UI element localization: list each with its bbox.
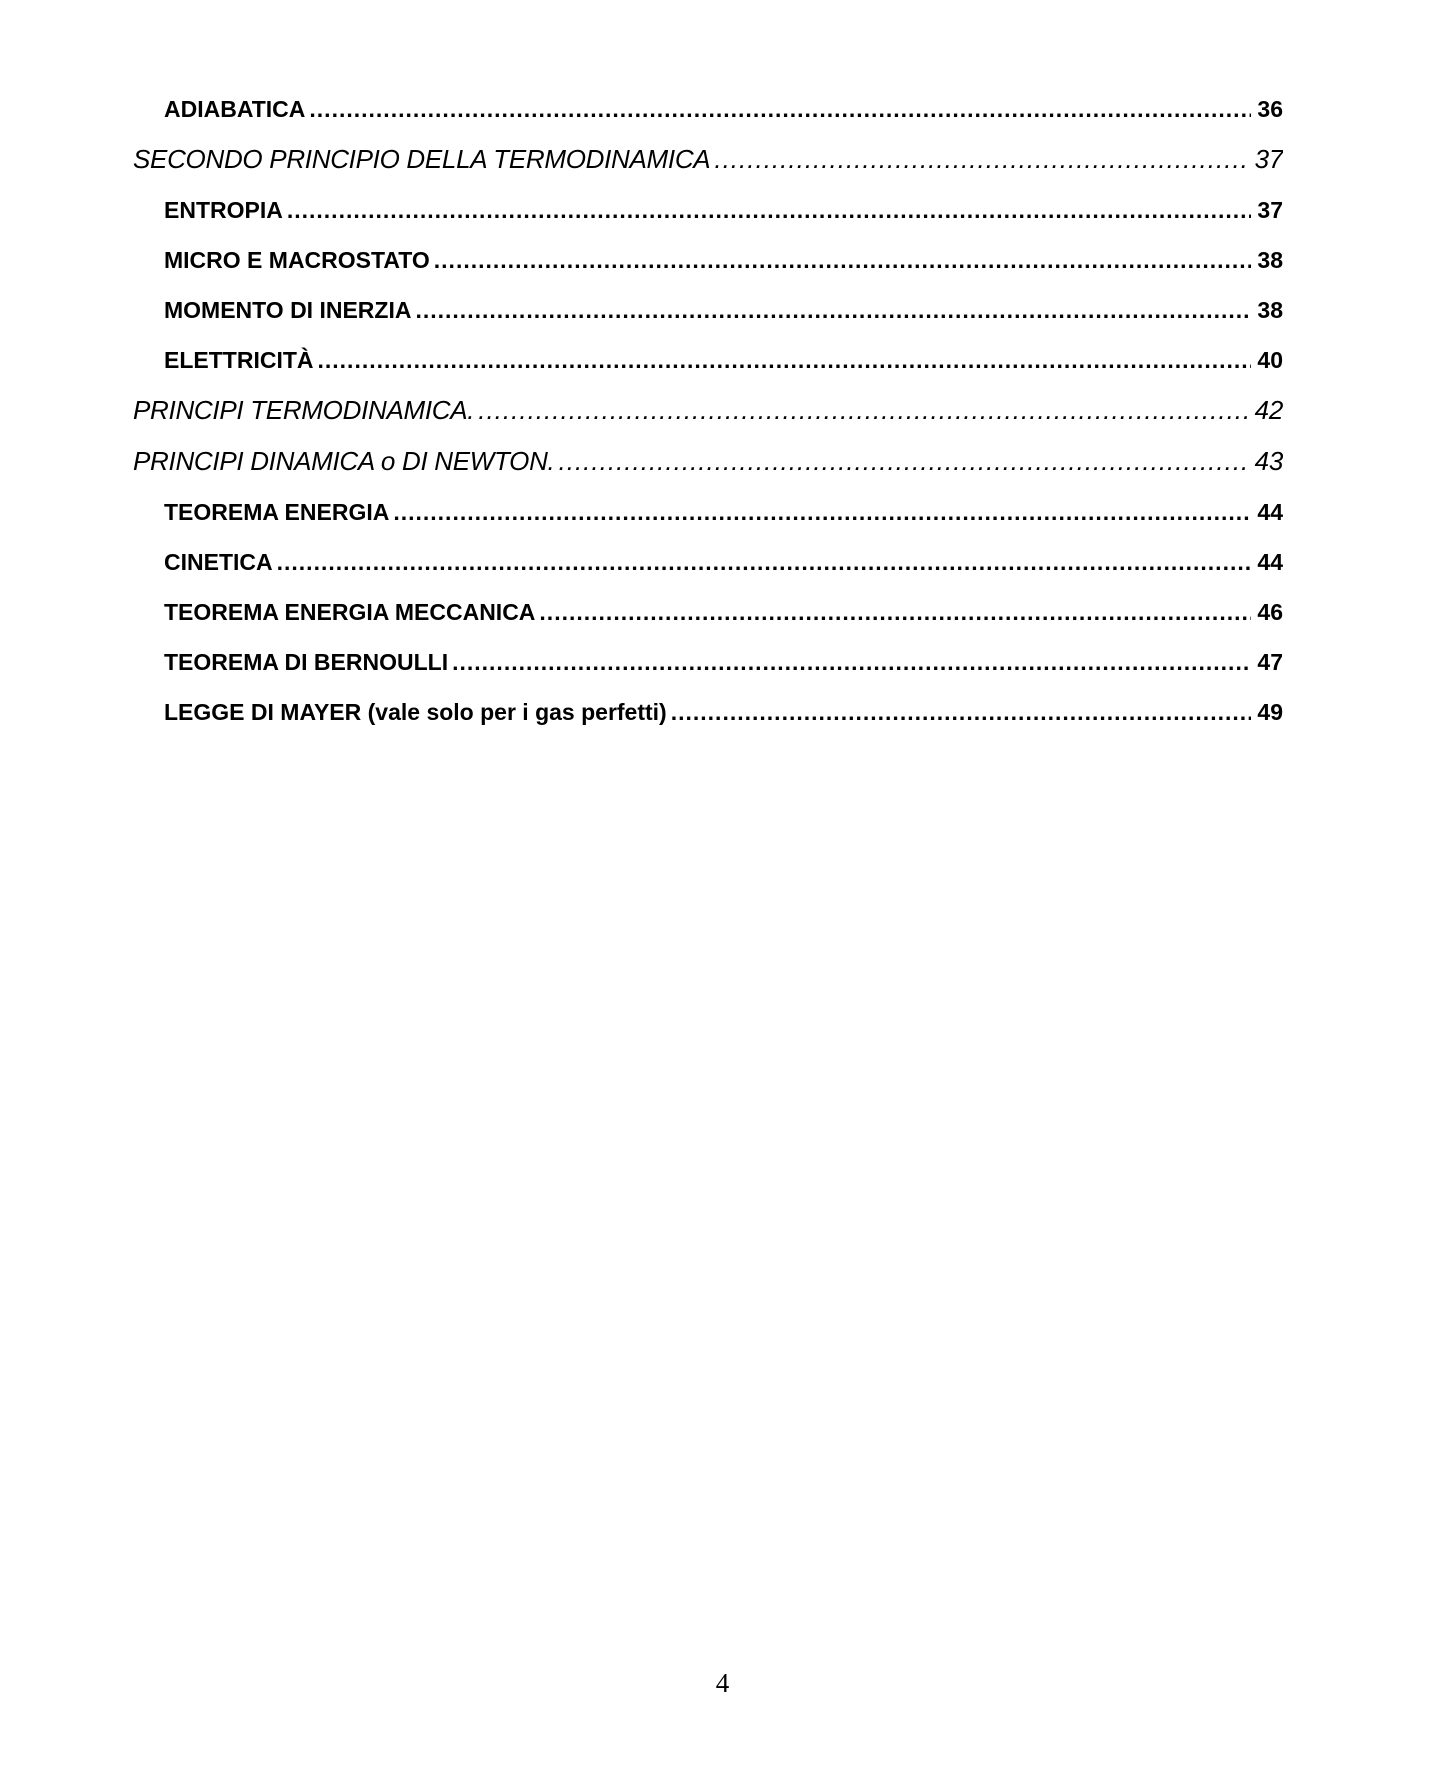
toc-entry-elettricita[interactable] xyxy=(133,343,1283,393)
toc-entry-page: 40 xyxy=(1257,347,1283,373)
toc-entry-principi-dinamica[interactable] xyxy=(133,444,1283,495)
toc-entry-title: ELETTRICITÀ xyxy=(164,347,314,373)
toc-entry-principi-termodinamica[interactable] xyxy=(133,393,1283,444)
toc-entry-title: MOMENTO DI INERZIA xyxy=(164,297,412,323)
toc-entry-legge-mayer[interactable] xyxy=(133,695,1283,745)
toc-dot-leader xyxy=(287,193,1252,227)
toc-entry-page: 44 xyxy=(1257,499,1283,525)
toc-entry-title: PRINCIPI DINAMICA o DI NEWTON. xyxy=(133,446,555,476)
toc-entry-page: 49 xyxy=(1257,699,1283,725)
toc-dot-leader xyxy=(415,293,1251,327)
toc-dot-leader xyxy=(452,645,1251,679)
toc-entry-title: CINETICA xyxy=(164,549,273,575)
toc-entry-page: 37 xyxy=(1254,144,1283,174)
toc-entry-title: ENTROPIA xyxy=(164,197,283,223)
toc-dot-leader xyxy=(714,142,1248,176)
toc-entry-page: 42 xyxy=(1254,395,1283,425)
toc-dot-leader xyxy=(318,343,1252,377)
page-number: 4 xyxy=(715,1668,730,1698)
toc-entry-page: 47 xyxy=(1257,649,1283,675)
toc-entry-page: 36 xyxy=(1257,96,1283,122)
toc-entry-micro-macrostato[interactable] xyxy=(133,243,1283,293)
toc-entry-page: 38 xyxy=(1257,247,1283,273)
toc-entry-secondo-principio[interactable] xyxy=(133,142,1283,193)
toc-entry-title: TEOREMA ENERGIA MECCANICA xyxy=(164,599,536,625)
toc-dot-leader xyxy=(277,545,1252,579)
toc-entry-title: ADIABATICA xyxy=(164,96,306,122)
toc-entry-title: SECONDO PRINCIPIO DELLA TERMODINAMICA xyxy=(133,144,711,174)
toc-entry-adiabatica[interactable] xyxy=(133,92,1283,142)
toc-dot-leader xyxy=(671,695,1252,729)
toc-entry-teorema-bernoulli[interactable] xyxy=(133,645,1283,695)
toc-entry-title: TEOREMA ENERGIA xyxy=(164,499,390,525)
toc-dot-leader xyxy=(434,243,1252,277)
toc-dot-leader xyxy=(559,444,1249,478)
table-of-contents xyxy=(133,92,1283,745)
toc-dot-leader xyxy=(393,495,1251,529)
toc-entry-title: MICRO E MACROSTATO xyxy=(164,247,430,273)
toc-entry-teorema-energia[interactable] xyxy=(133,495,1283,545)
toc-entry-title: LEGGE DI MAYER (vale solo per i gas perfetti) xyxy=(164,699,667,725)
toc-entry-entropia[interactable] xyxy=(133,193,1283,243)
toc-entry-title: PRINCIPI TERMODINAMICA. xyxy=(133,395,475,425)
toc-entry-page: 44 xyxy=(1257,549,1283,575)
toc-entry-momento-inerzia[interactable] xyxy=(133,293,1283,343)
toc-dot-leader xyxy=(478,393,1248,427)
toc-entry-page: 38 xyxy=(1257,297,1283,323)
toc-entry-teorema-energia-meccanica[interactable] xyxy=(133,595,1283,645)
toc-dot-leader xyxy=(539,595,1251,629)
toc-entry-cinetica[interactable] xyxy=(133,545,1283,595)
toc-entry-page: 37 xyxy=(1257,197,1283,223)
toc-entry-page: 43 xyxy=(1254,446,1283,476)
toc-dot-leader xyxy=(309,92,1251,126)
toc-entry-page: 46 xyxy=(1257,599,1283,625)
toc-entry-title: TEOREMA DI BERNOULLI xyxy=(164,649,449,675)
